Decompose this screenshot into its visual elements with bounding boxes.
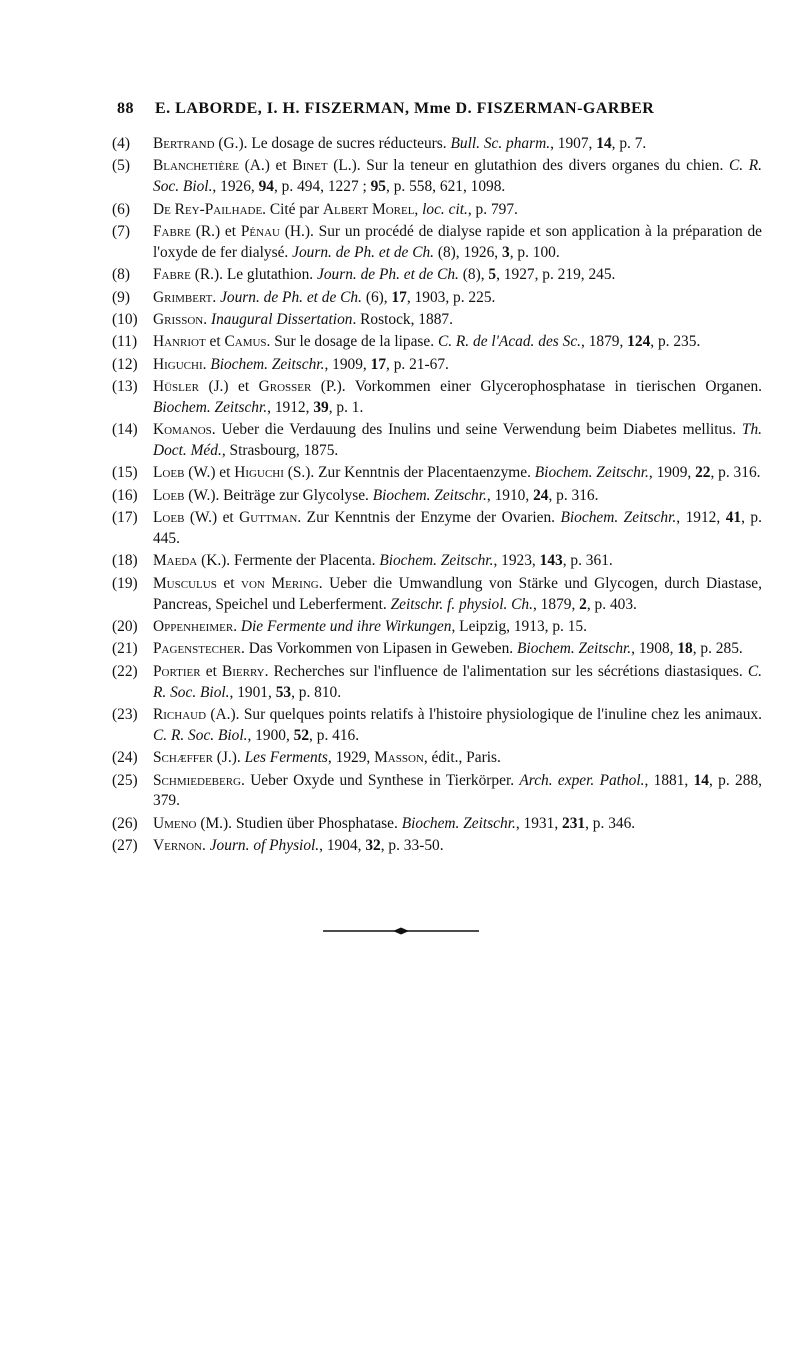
reference-author: Fabre [153,222,191,240]
reference-text: (W.). Beiträge zur Glycolyse. [184,486,373,504]
reference-item [112,134,762,155]
reference-number: (10) [112,310,138,328]
reference-author: Binet [292,157,328,175]
reference-number: (20) [112,618,138,636]
reference-author: Schmiedeberg [153,771,242,789]
reference-list [112,134,762,859]
reference-text: . Cité par [262,200,323,218]
reference-author: Grimbert [153,288,213,306]
reference-text: , p. 100. [509,243,560,261]
reference-text: , 1908, [631,640,678,658]
reference-number: (24) [112,749,138,767]
reference-number: (23) [112,706,138,723]
reference-item [112,355,762,376]
reference-author: Higuchi [153,355,203,373]
reference-author: Bierry [221,662,265,680]
running-header [117,100,757,118]
reference-author: Bertrand [153,135,215,152]
reference-item [112,332,762,353]
reference-text: . Ueber Oxyde und Synthese in Tierkörper. [241,771,520,789]
reference-number: (14) [112,421,138,439]
reference-item [112,771,762,813]
reference-number: (4) [112,135,130,152]
reference-author: Albert Morel [322,200,415,218]
reference-volume: 3 [501,243,510,261]
reference-source-title: Journ. de Ph. et de Ch. [317,266,459,284]
reference-volume: 17 [370,355,387,373]
reference-item [112,748,762,769]
reference-text: et [216,574,242,592]
reference-text: , p. 21-67. [386,355,449,373]
reference-text: , 1909, [324,355,371,373]
reference-item [112,508,762,550]
reference-text: , Leipzig, 1913, p. 15. [451,618,587,636]
reference-text: , 1923, [493,552,540,570]
reference-text: , p. 797. [467,200,518,218]
reference-text: . Das Vorkommen von Lipasen in Geweben. [241,640,518,658]
reference-author: Blanchetière [153,157,240,175]
reference-source-title: loc. cit. [422,200,468,218]
reference-text: et [205,333,225,351]
reference-author: Higuchi [234,464,284,482]
reference-number: (9) [112,288,130,306]
reference-text: , 1903, p. 225. [406,288,496,306]
reference-author: Komanos [153,421,212,439]
reference-text: , p. 558, 621, 1098. [386,178,506,196]
reference-text: (R.) et [190,222,241,240]
reference-volume: 95 [370,178,386,196]
reference-volume: 41 [725,509,742,527]
reference-source-title: Biochem. Zeitschr. [401,814,516,832]
reference-volume: 53 [275,683,292,701]
reference-text: , p. 288, 379. [153,771,762,810]
reference-item [112,310,762,331]
reference-text: , 1901, [229,683,276,701]
reference-text: , p. 403. [586,595,637,613]
reference-text: (A.). Sur quelques points relatifs à l'histoire physiologique de l'inuline chez les animaux. [206,706,762,723]
reference-volume: 22 [695,464,711,482]
reference-author: Grosser [258,378,312,396]
reference-author: Hanriot [153,333,206,351]
reference-text: , 1907, [550,135,597,152]
reference-text: , p. 33-50. [380,837,444,855]
reference-author: Guttman [239,509,298,527]
reference-volume: 24 [533,486,549,504]
reference-author: Hüsler [153,378,199,396]
reference-text: , 1900, [247,726,294,744]
reference-author: De Rey-Pailhade [153,200,263,218]
running-title: E. LABORDE, I. H. FISZERMAN, Mme D. FISZERMAN-GARBER [155,100,655,117]
reference-item [112,200,762,221]
reference-source-title: Bull. Sc. pharm. [450,135,551,152]
reference-volume: 124 [627,333,651,351]
reference-volume: 18 [677,640,693,658]
reference-text: (H.). Sur un procédé de dialyse rapide et son application à la préparation de l'oxyde de fer dialysé. [153,222,762,261]
reference-text: (8), 1926, [434,243,502,261]
reference-number: (6) [112,200,130,218]
reference-text: , p. 445. [153,509,762,548]
reference-text: (L.). Sur la teneur en glutathion des divers organes du chien. [327,157,729,175]
reference-author: Loeb [153,509,185,527]
reference-source-title: Biochem. Zeitschr. [517,640,632,658]
reference-text: . Recherches sur l'influence de l'alimentation sur les sécrétions diastasiques. [264,662,748,680]
reference-text: (M.). Studien über Phosphatase. [196,814,402,832]
reference-source-title: Les Ferments [244,749,328,767]
reference-text: , 1881, [644,771,694,789]
reference-source-title: Zeitschr. f. physiol. Ch. [390,595,533,613]
reference-text: , p. 346. [585,814,636,832]
reference-item [112,377,762,419]
reference-item [112,639,762,660]
reference-author: Masson [374,749,424,767]
reference-volume: 14 [693,771,709,789]
reference-text: , p. 285. [692,640,743,658]
reference-number: (7) [112,222,130,240]
reference-text: , 1904, [319,837,366,855]
reference-text: (8), [458,266,489,284]
reference-text: , 1926, [212,178,259,196]
reference-item [112,265,762,286]
reference-text: . Zur Kenntnis der Enzyme der Ovarien. [297,509,561,527]
reference-volume: 2 [579,595,587,613]
reference-item [112,836,762,857]
reference-number: (13) [112,378,138,396]
reference-volume: 32 [365,837,381,855]
reference-text: . [203,310,211,328]
reference-volume: 17 [391,288,407,306]
reference-number: (25) [112,771,138,789]
reference-text: . [212,288,221,306]
reference-text: (J.) et [198,378,259,396]
reference-text: (S.). Zur Kenntnis der Placentaenzyme. [283,464,535,482]
reference-text: , [414,200,423,218]
reference-author: Schæffer [153,749,213,767]
reference-text: , 1912, [267,398,314,416]
reference-author: Grisson [153,310,204,328]
reference-author: Oppenheimer [153,618,234,636]
reference-text: (R.). Le glutathion. [190,266,317,284]
reference-item [112,617,762,638]
reference-volume: 231 [562,814,586,832]
reference-item [112,662,762,704]
reference-text: . Ueber die Umwandlung von Stärke und Glycogen, durch Diastase, Pancreas, Speichel und Leberferment. [153,574,762,613]
reference-author: Maeda [153,552,198,570]
reference-author: Loeb [153,464,185,482]
reference-source-title: Biochem. Zeitschr. [379,552,494,570]
reference-text: . Ueber die Verdauung des Inulins und seine Verwendung beim Diabetes mellitus. [211,421,742,439]
reference-text: (P.). Vorkommen einer Glycerophosphatase in tierischen Organen. [311,378,762,396]
reference-author: Pénau [240,222,280,240]
reference-number: (26) [112,814,138,832]
reference-text: , p. 1. [328,398,364,416]
reference-source-title: Journ. de Ph. et de Ch. [292,243,435,261]
reference-item [112,574,762,616]
reference-text: , Strasbourg, 1875. [221,442,339,460]
reference-source-title: Biochem. Zeitschr. [210,355,325,373]
reference-text: . [233,618,241,636]
reference-author: Loeb [153,486,185,504]
reference-text: , 1879, [532,595,580,613]
reference-number: (18) [112,552,138,570]
reference-source-title: Inaugural Dissertation [210,310,353,328]
reference-author: Richaud [153,706,207,723]
reference-text: , p. 810. [291,683,342,701]
reference-number: (22) [112,662,138,680]
reference-text: (J.). [212,749,245,767]
reference-source-title: C. R. Soc. Biol. [153,662,762,701]
reference-source-title: C. R. Soc. Biol. [153,157,762,196]
reference-text: , p. 316. [710,464,761,482]
reference-text: . Rostock, 1887. [352,310,453,328]
reference-volume: 94 [258,178,274,196]
reference-text: , 1910, [486,486,534,504]
reference-text: , p. 316. [548,486,599,504]
reference-item [112,551,762,572]
reference-text: (W.) et [184,464,235,482]
reference-item [112,463,762,484]
reference-text: , 1909, [648,464,696,482]
reference-source-title: Biochem. Zeitschr. [153,398,268,416]
reference-source-title: Th. Doct. Méd. [153,421,762,460]
reference-text: , édit., Paris. [423,749,501,767]
reference-volume: 39 [313,398,329,416]
reference-volume: 14 [596,135,612,152]
reference-author: Fabre [153,266,191,284]
reference-source-title: Biochem. Zeitschr. [560,509,677,527]
reference-text: (K.). Fermente der Placenta. [197,552,380,570]
reference-author: Portier [153,662,201,680]
reference-author: Musculus [153,574,217,592]
reference-text: , 1912, [676,509,726,527]
reference-number: (21) [112,640,138,658]
reference-number: (17) [112,509,138,527]
reference-source-title: Arch. exper. Pathol. [519,771,645,789]
reference-source-title: Journ. de Ph. et de Ch. [220,288,362,306]
section-divider [323,926,479,936]
reference-text: , p. 494, 1227 ; [273,178,371,196]
reference-text: , p. 7. [611,135,647,152]
reference-number: (11) [112,333,138,351]
reference-text: . [202,837,210,855]
reference-author: Umeno [153,814,197,832]
reference-author: von Mering [241,574,319,592]
reference-source-title: Biochem. Zeitschr. [534,464,649,482]
reference-source-title: C. R. Soc. Biol. [153,726,248,744]
reference-item [112,705,762,747]
reference-author: Camus [224,333,267,351]
reference-text: (6), [361,288,392,306]
reference-text: (A.) et [239,157,293,175]
reference-volume: 143 [539,552,563,570]
reference-text: , 1931, [515,814,563,832]
reference-author: Vernon [153,837,203,855]
reference-source-title: C. R. de l'Acad. des Sc. [437,333,581,351]
reference-item [112,222,762,264]
reference-text: et [200,662,222,680]
reference-number: (8) [112,266,130,284]
reference-text: . [202,355,211,373]
reference-text: , 1929, [327,749,375,767]
reference-text: (G.). Le dosage de sucres réducteurs. [214,135,451,152]
page-number: 88 [117,100,134,117]
reference-source-title: Biochem. Zeitschr. [372,486,487,504]
reference-author: Pagenstecher [153,640,242,658]
reference-number: (27) [112,837,138,855]
reference-item [112,814,762,835]
reference-number: (5) [112,157,130,175]
reference-volume: 52 [293,726,310,744]
reference-text: , 1879, [581,333,628,351]
reference-item [112,486,762,507]
reference-item [112,420,762,462]
reference-text: , p. 416. [309,726,360,744]
reference-text: . Sur le dosage de la lipase. [266,333,438,351]
reference-source-title: Journ. of Physiol. [209,837,320,855]
reference-number: (19) [112,574,138,592]
reference-text: , p. 361. [562,552,613,570]
reference-volume: 5 [488,266,497,284]
reference-source-title: Die Fermente und ihre Wirkungen [240,618,452,636]
reference-text: , p. 235. [650,333,701,351]
reference-number: (12) [112,355,138,373]
reference-number: (15) [112,464,138,482]
reference-text: (W.) et [184,509,240,527]
reference-text: , 1927, p. 219, 245. [496,266,616,284]
reference-item [112,288,762,309]
reference-item [112,156,762,198]
reference-number: (16) [112,486,138,504]
